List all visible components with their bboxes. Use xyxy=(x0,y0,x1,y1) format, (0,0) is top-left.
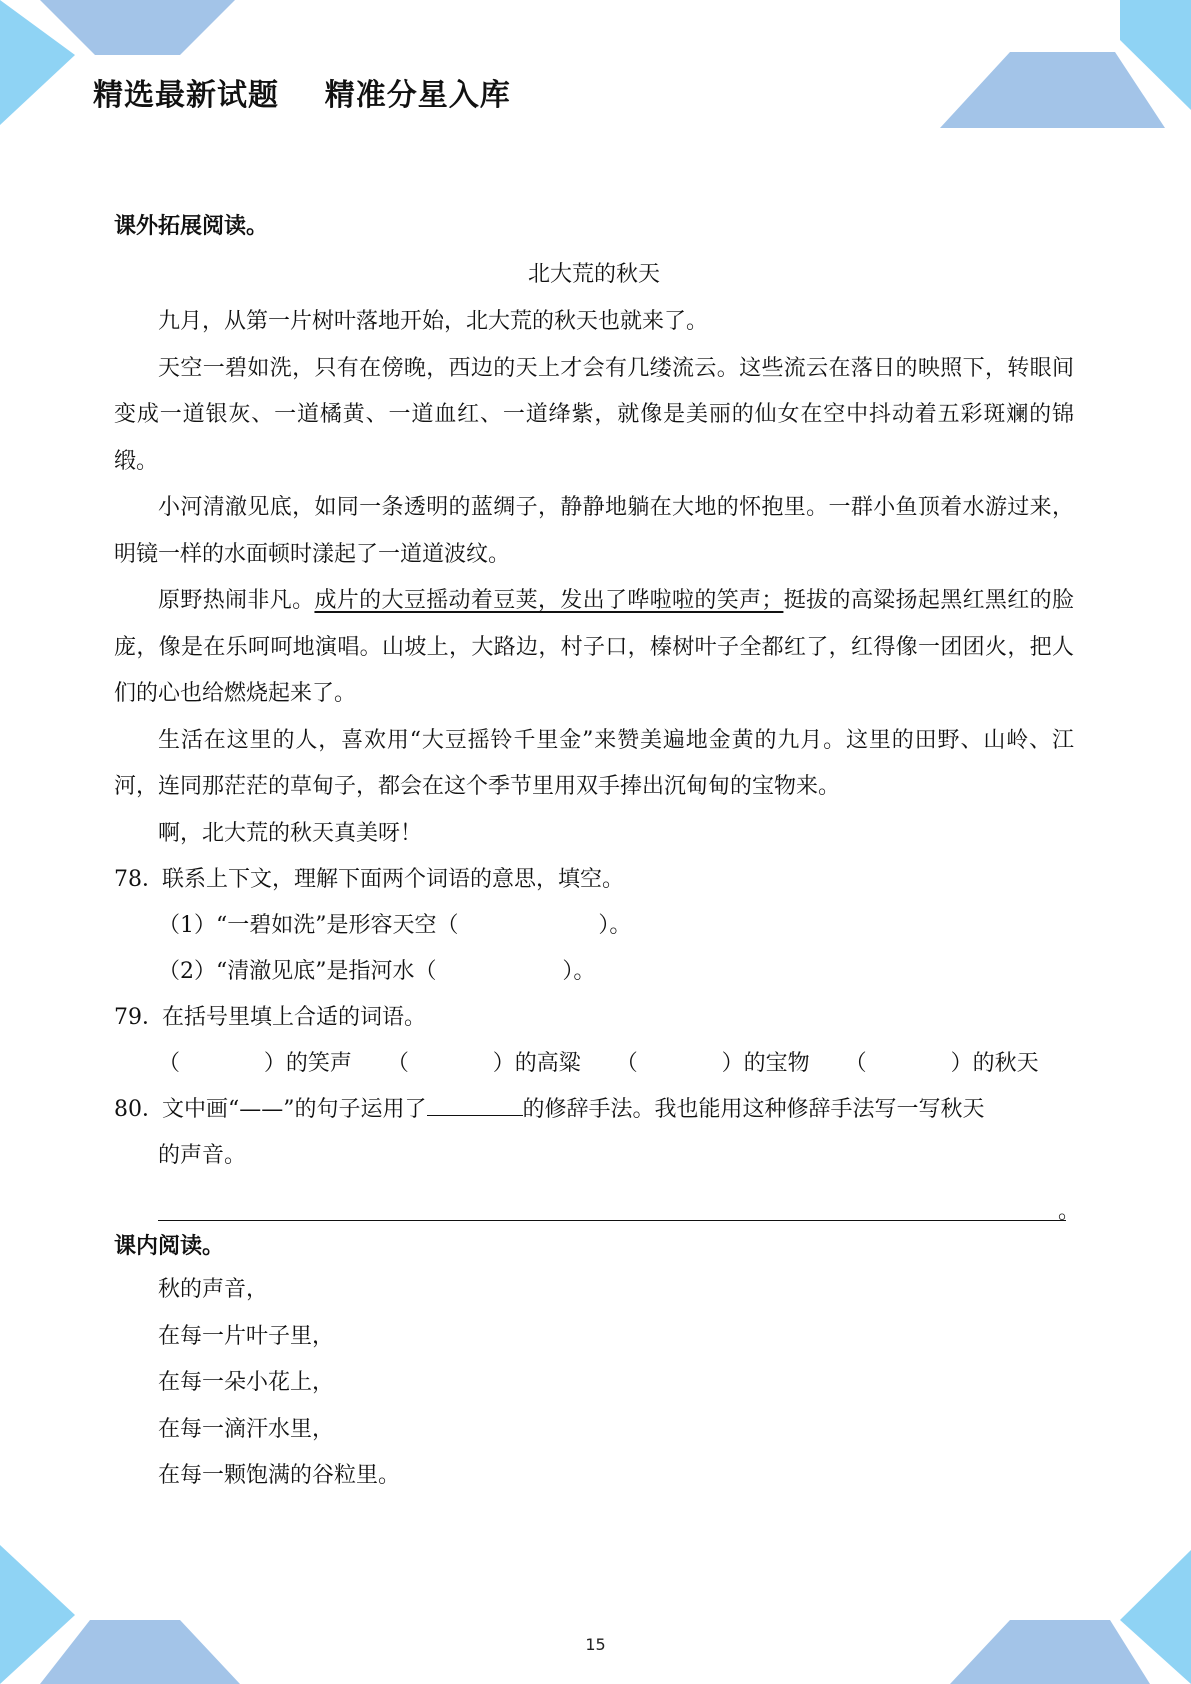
paragraph-3: 小河清澈见底，如同一条透明的蓝绸子，静静地躺在大地的怀抱里。一群小鱼顶着水游过来，明镜一样的水面顿时漾起了一道道波纹。 xyxy=(114,495,1074,567)
paragraph-5: 生活在这里的人，喜欢用“大豆摇铃千里金”来赞美遍地金黄的九月。这里的田野、山岭、江河，连同那茫茫的草甸子，都会在这个季节里用双手捧出沉甸甸的宝物来。 xyxy=(114,727,1074,799)
question-80 xyxy=(114,1087,1074,1133)
worksheet-content xyxy=(114,207,1080,1500)
header-title: 精选最新试题 精准分星入库 xyxy=(93,78,511,113)
question-78 xyxy=(114,857,1074,903)
section-title-extended-reading: 课外拓展阅读。 xyxy=(114,214,269,239)
question-text: 在括号里填上合适的词语。 xyxy=(162,1005,427,1030)
question-78-part-2: （2）“清澈见底”是指河水（ ）。 xyxy=(158,959,596,984)
question-text-start: 文中画“——”的句子运用了 xyxy=(162,1097,427,1122)
question-80-continuation: 的声音。 xyxy=(158,1143,247,1168)
verse-line: 秋的声音， xyxy=(158,1277,269,1302)
article-title: 北大荒的秋天 xyxy=(527,262,660,287)
underlined-sentence: 成片的大豆摇动着豆荚，发出了哗啦啦的笑声； xyxy=(314,588,784,613)
answer-rule xyxy=(158,1220,1066,1221)
paragraph-2: 天空一碧如洗，只有在傍晚，西边的天上才会有几缕流云。这些流云在落日的映照下，转眼间变成一道银灰、一道橘黄、一道血红、一道绛紫，就像是美丽的仙女在空中抖动着五彩斑斓的锦缎。 xyxy=(114,355,1074,474)
answer-end-mark: 。 xyxy=(1057,1199,1080,1224)
paragraph-4-start: 原野热闹非凡。 xyxy=(158,588,315,613)
paragraph-6: 啊，北大荒的秋天真美呀！ xyxy=(158,820,423,846)
question-text-end: 的修辞手法。我也能用这种修辞手法写一写秋天 xyxy=(522,1097,985,1122)
question-number: 78． xyxy=(114,867,164,892)
question-text: 联系上下文，理解下面两个词语的意思，填空。 xyxy=(162,867,625,892)
question-number: 80． xyxy=(114,1097,164,1122)
question-number: 79． xyxy=(114,1005,164,1030)
paragraph-4 xyxy=(114,578,1074,718)
verse-line: 在每一颗饱满的谷粒里。 xyxy=(158,1463,401,1488)
deco-top-right-trapezoid xyxy=(940,52,1165,128)
deco-top-left-trapezoid xyxy=(40,0,235,55)
page-number: 15 xyxy=(585,1635,606,1654)
verse-line: 在每一滴汗水里， xyxy=(158,1416,335,1442)
paragraph-1: 九月，从第一片树叶落地开始，北大荒的秋天也就来了。 xyxy=(158,309,709,334)
question-79 xyxy=(114,995,1074,1041)
paragraph-4-rest: 挺拔的高粱扬起黑红黑红的脸庞，像是在乐呵呵地演唱。山坡上，大路边，村子口，榛树叶子全都红了，红得像一团团火，把人们的心也给燃烧起来了。 xyxy=(114,588,1074,706)
answer-line[interactable] xyxy=(158,1193,1080,1224)
question-78-part-1: （1）“一碧如洗”是形容天空（ ）。 xyxy=(158,913,632,938)
section-title-in-class-reading: 课内阅读。 xyxy=(114,1234,225,1259)
verse-line: 在每一片叶子里， xyxy=(158,1323,335,1349)
verse-line: 在每一朵小花上， xyxy=(158,1370,335,1395)
fill-in-blank[interactable] xyxy=(427,1093,523,1116)
question-79-blanks: （ ）的笑声 （ ）的高粱 （ ）的宝物 （ ）的秋天 xyxy=(158,1051,1039,1076)
